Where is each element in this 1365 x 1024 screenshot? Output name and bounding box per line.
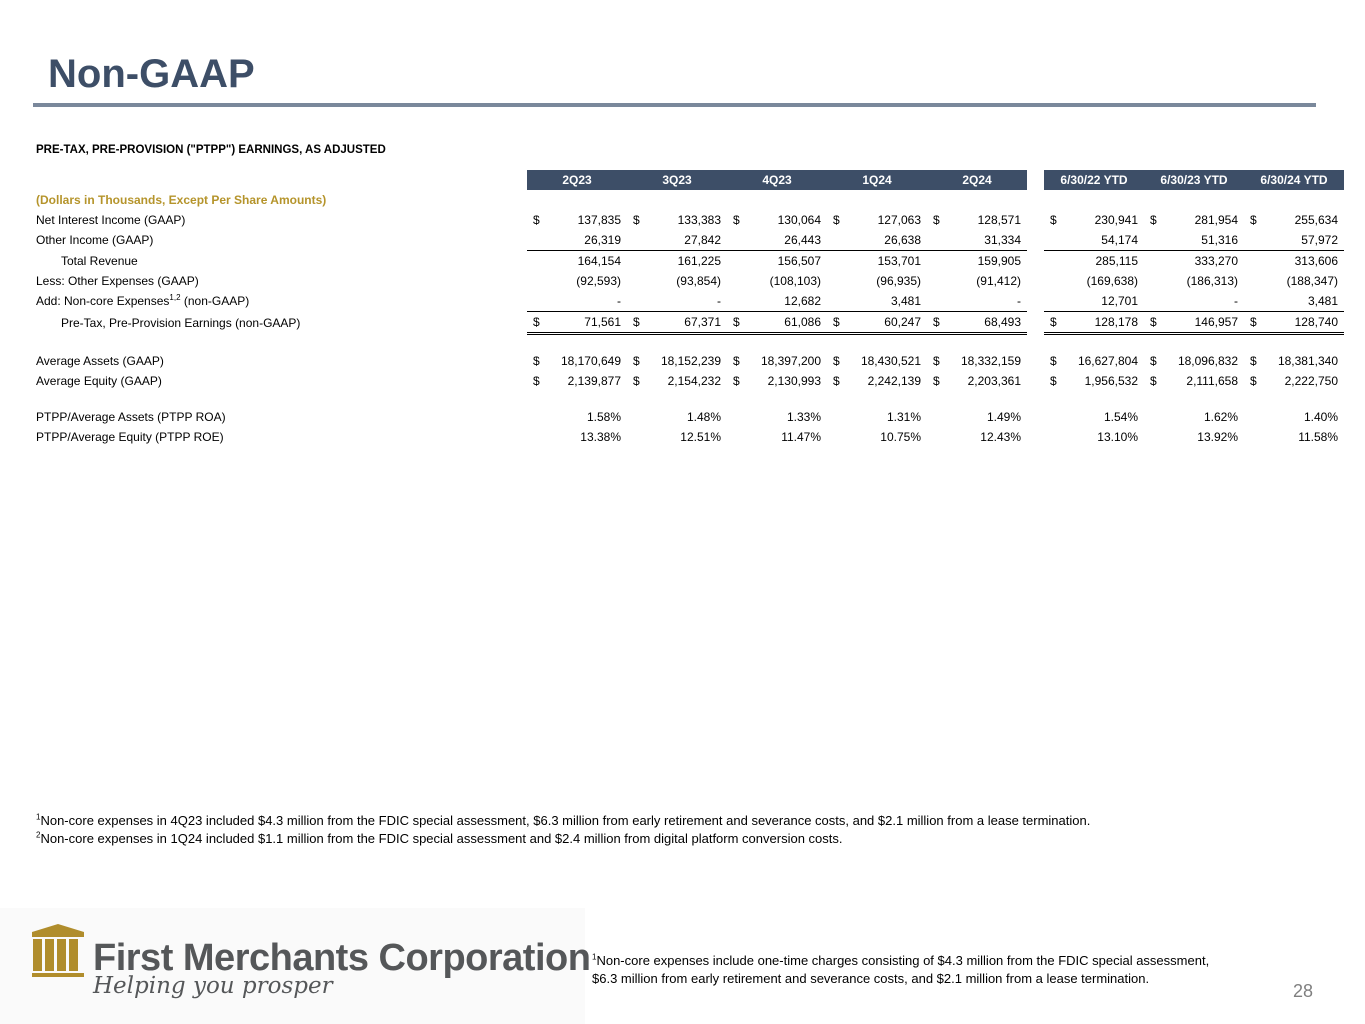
currency-symbol: $	[1150, 354, 1157, 368]
currency-symbol	[627, 230, 646, 251]
currency-symbol	[1244, 271, 1263, 291]
table-cell: 1.58%	[586, 410, 621, 424]
currency-symbol: $	[533, 374, 540, 388]
table-row	[33, 312, 1344, 334]
table-cell: 18,152,239	[660, 354, 721, 368]
currency-symbol	[827, 230, 846, 251]
table-cell: 146,957	[1163, 312, 1244, 334]
currency-symbol: $	[1144, 312, 1163, 334]
columns-logo-icon	[30, 923, 86, 979]
table-cell: 18,096,832	[1177, 354, 1238, 368]
table-cell: 18,170,649	[560, 354, 621, 368]
table-cell: 127,063	[877, 213, 921, 227]
row-label: Other Income (GAAP)	[36, 233, 154, 248]
currency-symbol: $	[1250, 374, 1257, 388]
row-label: Total Revenue	[61, 253, 138, 268]
table-cell: 156,507	[777, 254, 821, 268]
currency-symbol: $	[933, 374, 940, 388]
table-cell: (96,935)	[876, 274, 921, 288]
table-cell: 13.92%	[1197, 430, 1238, 444]
currency-symbol	[827, 291, 846, 312]
table-cell: 285,115	[1095, 254, 1138, 268]
currency-symbol	[1244, 407, 1263, 427]
table-cell: (169,638)	[1086, 274, 1138, 288]
table-row	[33, 427, 1344, 447]
currency-symbol	[527, 230, 546, 251]
currency-symbol: $	[1050, 374, 1057, 388]
currency-symbol	[1144, 251, 1163, 272]
table-cell: 31,334	[946, 230, 1027, 251]
currency-symbol: $	[533, 213, 540, 227]
col-header: 6/30/23 YTD	[1144, 170, 1244, 190]
footnote-1: $^1$Non-core expenses in 4Q23 included $4.3 million from the FDIC special assessment, $6.3 million from early retirement and severance costs, and $2.1 million from a lease termination.	[36, 812, 1091, 828]
row-label: PTPP/Average Equity (PTPP ROE)	[36, 430, 224, 444]
currency-symbol	[827, 251, 846, 272]
table-cell: 2,130,993	[767, 374, 821, 388]
currency-symbol	[1244, 251, 1263, 272]
table-cell: 12.51%	[680, 430, 721, 444]
currency-symbol	[927, 251, 946, 272]
row-label: Average Equity (GAAP)	[36, 374, 162, 388]
currency-symbol: $	[927, 312, 946, 334]
table-cell: 13.10%	[1097, 430, 1138, 444]
currency-symbol	[927, 427, 946, 447]
page-number: 28	[1293, 981, 1314, 1001]
table-cell: 60,247	[846, 312, 927, 334]
column-header-row	[33, 170, 1344, 190]
currency-symbol	[927, 407, 946, 427]
currency-symbol: $	[733, 354, 740, 368]
currency-symbol: $	[1050, 354, 1057, 368]
table-cell: 18,332,159	[960, 354, 1021, 368]
table-row	[33, 210, 1344, 230]
table-cell: 2,222,750	[1284, 374, 1338, 388]
currency-symbol: $	[827, 312, 846, 334]
currency-symbol	[527, 427, 546, 447]
currency-symbol	[1144, 271, 1163, 291]
table-cell: 26,319	[546, 230, 627, 251]
brand-tagline: Helping you prosper	[93, 973, 333, 999]
table-cell: 159,905	[977, 254, 1021, 268]
table-cell: 3,481	[846, 291, 927, 312]
footnotes	[36, 812, 1090, 848]
currency-symbol: $	[727, 312, 746, 334]
table-cell: -	[646, 291, 727, 312]
table-cell: 11.58%	[1298, 430, 1338, 444]
table-row	[33, 291, 1344, 312]
currency-symbol	[727, 407, 746, 427]
currency-symbol	[1244, 291, 1263, 312]
table-cell: 3,481	[1263, 291, 1344, 312]
currency-symbol	[1144, 230, 1163, 251]
currency-symbol	[1044, 291, 1063, 312]
table-cell: 18,397,200	[760, 354, 821, 368]
currency-symbol: $	[1244, 312, 1263, 334]
row-label: Pre-Tax, Pre-Provision Earnings (non-GAAP)	[61, 315, 301, 330]
currency-symbol	[627, 291, 646, 312]
table-cell: 128,740	[1263, 312, 1344, 334]
table-cell: 333,270	[1194, 254, 1238, 268]
table-cell: 281,954	[1194, 213, 1238, 227]
table-cell: 313,606	[1294, 254, 1338, 268]
table-cell: 137,835	[577, 213, 621, 227]
currency-symbol	[627, 407, 646, 427]
row-label: Average Assets (GAAP)	[36, 354, 164, 368]
currency-symbol: $	[633, 374, 640, 388]
table-cell: 1,956,532	[1084, 374, 1138, 388]
currency-symbol: $	[833, 374, 840, 388]
table-cell: 128,178	[1063, 312, 1144, 334]
col-header: 1Q24	[827, 170, 927, 190]
currency-symbol	[527, 407, 546, 427]
table-cell: 57,972	[1263, 230, 1344, 251]
table-cell: 2,203,361	[967, 374, 1021, 388]
table-cell: 13.38%	[580, 430, 621, 444]
table-row	[33, 230, 1344, 251]
currency-symbol: $	[833, 213, 840, 227]
col-header: 2Q24	[927, 170, 1027, 190]
table-cell: 67,371	[646, 312, 727, 334]
table-cell: 16,627,804	[1077, 354, 1138, 368]
table-cell: (93,854)	[676, 274, 721, 288]
row-label: Net Interest Income (GAAP)	[36, 213, 186, 227]
currency-symbol: $	[633, 213, 640, 227]
currency-symbol	[527, 251, 546, 272]
table-cell: 11.47%	[781, 430, 821, 444]
table-cell: -	[1163, 291, 1244, 312]
table-row	[33, 351, 1344, 371]
table-cell: 61,086	[746, 312, 827, 334]
table-cell: 2,154,232	[667, 374, 721, 388]
table-cell: 51,316	[1163, 230, 1244, 251]
currency-symbol	[827, 407, 846, 427]
currency-symbol	[927, 271, 946, 291]
currency-symbol	[1044, 230, 1063, 251]
currency-symbol	[1144, 291, 1163, 312]
currency-symbol	[1044, 271, 1063, 291]
table-cell: (91,412)	[976, 274, 1021, 288]
currency-symbol	[727, 251, 746, 272]
table-row	[33, 407, 1344, 427]
currency-symbol: $	[1250, 354, 1257, 368]
title-divider	[33, 103, 1316, 107]
currency-symbol	[1044, 251, 1063, 272]
currency-symbol	[927, 230, 946, 251]
table-row	[33, 371, 1344, 391]
table-cell: 1.54%	[1103, 410, 1138, 424]
table-cell: (186,313)	[1186, 274, 1238, 288]
currency-symbol: $	[1044, 312, 1063, 334]
currency-symbol: $	[933, 354, 940, 368]
currency-symbol	[727, 230, 746, 251]
units-subheading: (Dollars in Thousands, Except Per Share Amounts)	[36, 193, 327, 207]
currency-symbol: $	[533, 354, 540, 368]
currency-symbol	[727, 291, 746, 312]
currency-symbol	[827, 427, 846, 447]
table-cell: 1.49%	[986, 410, 1021, 424]
currency-symbol	[527, 271, 546, 291]
currency-symbol: $	[1250, 213, 1257, 227]
col-header: 4Q23	[727, 170, 827, 190]
brand-name: First Merchants Corporation	[93, 937, 591, 979]
table-cell: 1.40%	[1303, 410, 1338, 424]
currency-symbol	[1044, 427, 1063, 447]
currency-symbol	[1144, 407, 1163, 427]
currency-symbol	[1144, 427, 1163, 447]
table-cell: 2,242,139	[867, 374, 921, 388]
table-cell: 68,493	[946, 312, 1027, 334]
page-title: Non-GAAP	[48, 52, 255, 96]
section-label: PRE-TAX, PRE-PROVISION ("PTPP") EARNINGS, AS ADJUSTED	[36, 144, 386, 156]
table-cell: 161,225	[677, 254, 721, 268]
currency-symbol: $	[633, 354, 640, 368]
table-cell: (92,593)	[576, 274, 621, 288]
table-cell: 128,571	[977, 213, 1021, 227]
currency-symbol: $	[933, 213, 940, 227]
table-cell: 1.33%	[786, 410, 821, 424]
table-cell: 164,154	[577, 254, 621, 268]
table-cell: 18,430,521	[860, 354, 921, 368]
table-cell: 1.48%	[686, 410, 721, 424]
row-label: PTPP/Average Assets (PTPP ROA)	[36, 410, 226, 424]
table-cell: 2,139,877	[567, 374, 621, 388]
currency-symbol	[827, 271, 846, 291]
table-cell: 230,941	[1094, 213, 1138, 227]
table-cell: 12.43%	[980, 430, 1021, 444]
currency-symbol	[627, 427, 646, 447]
table-cell: -	[546, 291, 627, 312]
currency-symbol: $	[733, 374, 740, 388]
table-cell: 27,842	[646, 230, 727, 251]
row-label: Add: Non-core Expenses$^{1,2}$ (non-GAAP)	[36, 293, 250, 309]
table-cell: 133,383	[677, 213, 721, 227]
table-cell: 26,443	[746, 230, 827, 251]
table-cell: (108,103)	[769, 274, 821, 288]
currency-symbol	[1244, 230, 1263, 251]
currency-symbol: $	[527, 312, 546, 334]
table-cell: 2,111,658	[1186, 374, 1238, 388]
table-cell: 71,561	[546, 312, 627, 334]
row-label: Less: Other Expenses (GAAP)	[36, 274, 199, 288]
currency-symbol	[1244, 427, 1263, 447]
table-cell: 10.75%	[880, 430, 921, 444]
currency-symbol: $	[733, 213, 740, 227]
currency-symbol: $	[627, 312, 646, 334]
currency-symbol	[527, 291, 546, 312]
col-header: 6/30/24 YTD	[1244, 170, 1344, 190]
currency-symbol: $	[1150, 213, 1157, 227]
currency-symbol	[627, 271, 646, 291]
currency-symbol	[927, 291, 946, 312]
table-cell: 1.62%	[1203, 410, 1238, 424]
table-cell: 12,682	[746, 291, 827, 312]
currency-symbol	[1044, 407, 1063, 427]
col-header: 3Q23	[627, 170, 727, 190]
currency-symbol	[727, 427, 746, 447]
table-cell: 12,701	[1063, 291, 1144, 312]
table-cell: 26,638	[846, 230, 927, 251]
table-cell: 130,064	[777, 213, 821, 227]
col-header: 2Q23	[527, 170, 627, 190]
currency-symbol: $	[833, 354, 840, 368]
bottom-note: $^1$Non-core expenses include one-time charges consisting of $4.3 million from the FDIC special assessment, $6.3 million from early retirement and severance costs, and $2.1 million from a lease termination.	[592, 952, 1210, 986]
table-cell: 255,634	[1294, 213, 1338, 227]
table-cell: 1.31%	[886, 410, 921, 424]
table-cell: -	[946, 291, 1027, 312]
ptpp-table	[33, 170, 1344, 447]
currency-symbol: $	[1050, 213, 1057, 227]
footnote-2: $^2$Non-core expenses in 1Q24 included $1.1 million from the FDIC special assessment and $2.4 million from digital platform conversion costs.	[36, 830, 843, 846]
table-row	[33, 251, 1344, 272]
table-cell: 54,174	[1063, 230, 1144, 251]
currency-symbol	[627, 251, 646, 272]
table-row	[33, 271, 1344, 291]
currency-symbol: $	[1150, 374, 1157, 388]
table-cell: 153,701	[877, 254, 921, 268]
currency-symbol	[727, 271, 746, 291]
col-header: 6/30/22 YTD	[1044, 170, 1144, 190]
table-cell: 18,381,340	[1277, 354, 1338, 368]
table-cell: (188,347)	[1286, 274, 1338, 288]
